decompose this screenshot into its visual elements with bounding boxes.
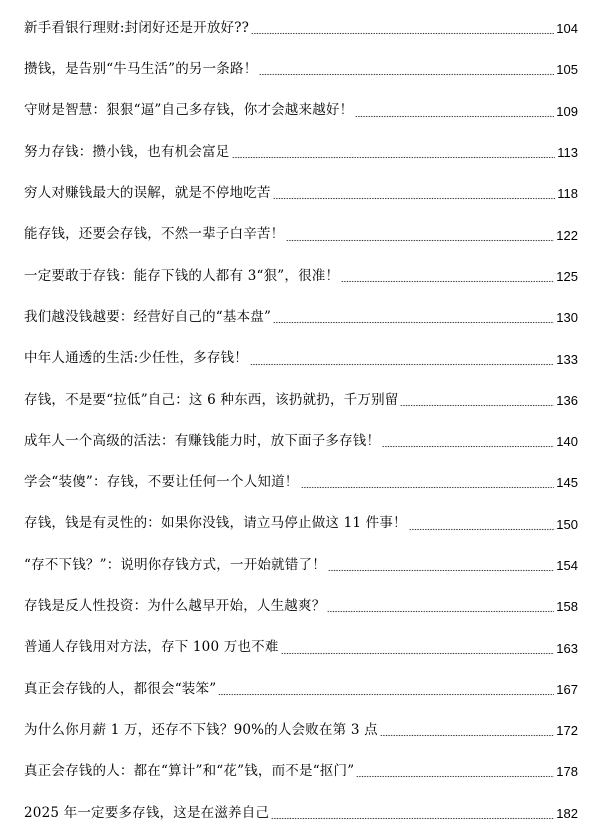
toc-entry[interactable] — [24, 256, 578, 297]
toc-entry-title[interactable]: 穷人对赚钱最大的误解，就是不停地吃苦 — [24, 185, 271, 202]
dot-leader — [259, 63, 554, 76]
toc-entry[interactable] — [24, 132, 578, 173]
toc-entry-page-number[interactable]: 172 — [556, 723, 578, 739]
toc-entry-title[interactable]: 真正会存钱的人：都在“算计”和“花”钱，而不是“抠门” — [24, 763, 355, 780]
dot-leader — [301, 476, 555, 489]
toc-entry-page-number[interactable]: 182 — [556, 805, 578, 821]
toc-entry-title[interactable]: 我们越没钱越要：经营好自己的“基本盘” — [24, 308, 272, 325]
toc-entry-title[interactable]: 新手看银行理财:封闭好还是开放好?? — [24, 19, 250, 36]
toc-entry-title[interactable]: 为什么你月薪 1 万，还存不下钱？90%的人会败在第 3 点 — [24, 721, 378, 738]
toc-entry[interactable] — [24, 504, 578, 545]
toc-entry[interactable] — [24, 214, 578, 255]
toc-entry-title[interactable]: 攒钱，是告别“牛马生活”的另一条路！ — [24, 61, 258, 78]
dot-leader — [409, 518, 555, 531]
toc-entry-title[interactable]: 存钱是反人性投资：为什么越早开始，人生越爽？ — [24, 598, 326, 615]
toc-entry[interactable] — [24, 751, 578, 792]
toc-entry-page-number[interactable]: 104 — [556, 21, 578, 37]
toc-entry[interactable] — [24, 462, 578, 503]
toc-entry[interactable] — [24, 627, 578, 668]
toc-entry-page-number[interactable]: 125 — [556, 268, 578, 284]
toc-entry[interactable] — [24, 669, 578, 710]
dot-leader — [380, 724, 554, 737]
toc-entry-title[interactable]: 2025 年一定要多存钱，这是在滋养自己 — [24, 804, 270, 821]
dot-leader — [232, 146, 556, 159]
toc-entry[interactable] — [24, 49, 578, 90]
toc-entry[interactable] — [24, 586, 578, 627]
toc-entry-page-number[interactable]: 154 — [556, 558, 578, 573]
dot-leader — [281, 642, 555, 655]
dot-leader — [218, 683, 554, 696]
dot-leader — [400, 394, 554, 407]
toc-entry-page-number[interactable]: 118 — [557, 186, 578, 202]
toc-entry-title[interactable]: 存钱，不是要“拉低”自己：这 6 种东西，该扔就扔，千万别留 — [24, 391, 399, 408]
toc-entry-title[interactable]: 学会“装傻”：存钱，不要让任何一个人知道！ — [24, 474, 299, 491]
toc-entry-page-number[interactable]: 150 — [556, 516, 578, 532]
toc-entry-page-number[interactable]: 113 — [557, 145, 578, 161]
toc-entry[interactable] — [24, 91, 578, 132]
toc-entry-page-number[interactable]: 136 — [556, 392, 578, 408]
toc-entry-page-number[interactable]: 105 — [556, 62, 578, 78]
dot-leader — [273, 311, 554, 324]
toc-entry-page-number[interactable]: 109 — [556, 103, 578, 119]
table-of-contents — [24, 8, 578, 834]
dot-leader — [355, 105, 554, 118]
toc-entry[interactable] — [24, 793, 578, 834]
toc-entry-page-number[interactable]: 163 — [556, 640, 578, 656]
toc-entry-title[interactable]: 努力存钱：攒小钱，也有机会富足 — [24, 143, 230, 160]
toc-entry-title[interactable]: 真正会存钱的人，都很会“装笨” — [24, 680, 217, 697]
dot-leader — [271, 807, 554, 820]
toc-entry[interactable] — [24, 8, 578, 49]
toc-entry[interactable] — [24, 421, 578, 462]
toc-entry-page-number[interactable]: 140 — [556, 434, 578, 450]
toc-entry[interactable] — [24, 297, 578, 338]
toc-entry-title[interactable]: 成年人一个高级的活法：有赚钱能力时，放下面子多存钱！ — [24, 432, 381, 449]
toc-entry[interactable] — [24, 173, 578, 214]
toc-entry-title[interactable]: 中年人通透的生活:少任性，多存钱！ — [24, 350, 248, 367]
toc-entry[interactable] — [24, 338, 578, 379]
toc-entry-title[interactable]: 一定要敢于存钱：能存下钱的人都有 3“狠”，很准！ — [24, 267, 340, 284]
dot-leader — [273, 187, 556, 200]
dot-leader — [328, 559, 554, 572]
toc-entry-title[interactable]: 守财是智慧：狠狠“逼”自己多存钱，你才会越来越好！ — [24, 102, 354, 119]
toc-entry-page-number[interactable]: 133 — [556, 351, 578, 367]
dot-leader — [250, 353, 554, 366]
toc-entry-page-number[interactable]: 167 — [556, 681, 578, 697]
toc-entry-page-number[interactable]: 178 — [556, 764, 578, 780]
toc-entry-title[interactable]: 普通人存钱用对方法，存下 100 万也不难 — [24, 639, 279, 656]
dot-leader — [327, 600, 554, 613]
toc-entry-title[interactable]: 能存钱，还要会存钱，不然一辈子白辛苦！ — [24, 226, 285, 243]
toc-entry[interactable] — [24, 545, 578, 586]
toc-entry-page-number[interactable]: 145 — [556, 475, 578, 491]
dot-leader — [356, 765, 554, 778]
toc-entry-page-number[interactable]: 158 — [556, 599, 578, 615]
dot-leader — [286, 229, 554, 242]
toc-entry-page-number[interactable]: 122 — [556, 227, 578, 243]
toc-entry[interactable] — [24, 380, 578, 421]
toc-entry-page-number[interactable]: 130 — [556, 310, 578, 326]
toc-entry-title[interactable]: “存不下钱？”：说明你存钱方式，一开始就错了！ — [24, 556, 326, 573]
dot-leader — [341, 270, 554, 283]
toc-entry[interactable] — [24, 710, 578, 751]
dot-leader — [382, 435, 554, 448]
toc-entry-title[interactable]: 存钱，钱是有灵性的：如果你没钱，请立马停止做这 11 件事！ — [24, 515, 407, 532]
dot-leader — [251, 22, 554, 35]
